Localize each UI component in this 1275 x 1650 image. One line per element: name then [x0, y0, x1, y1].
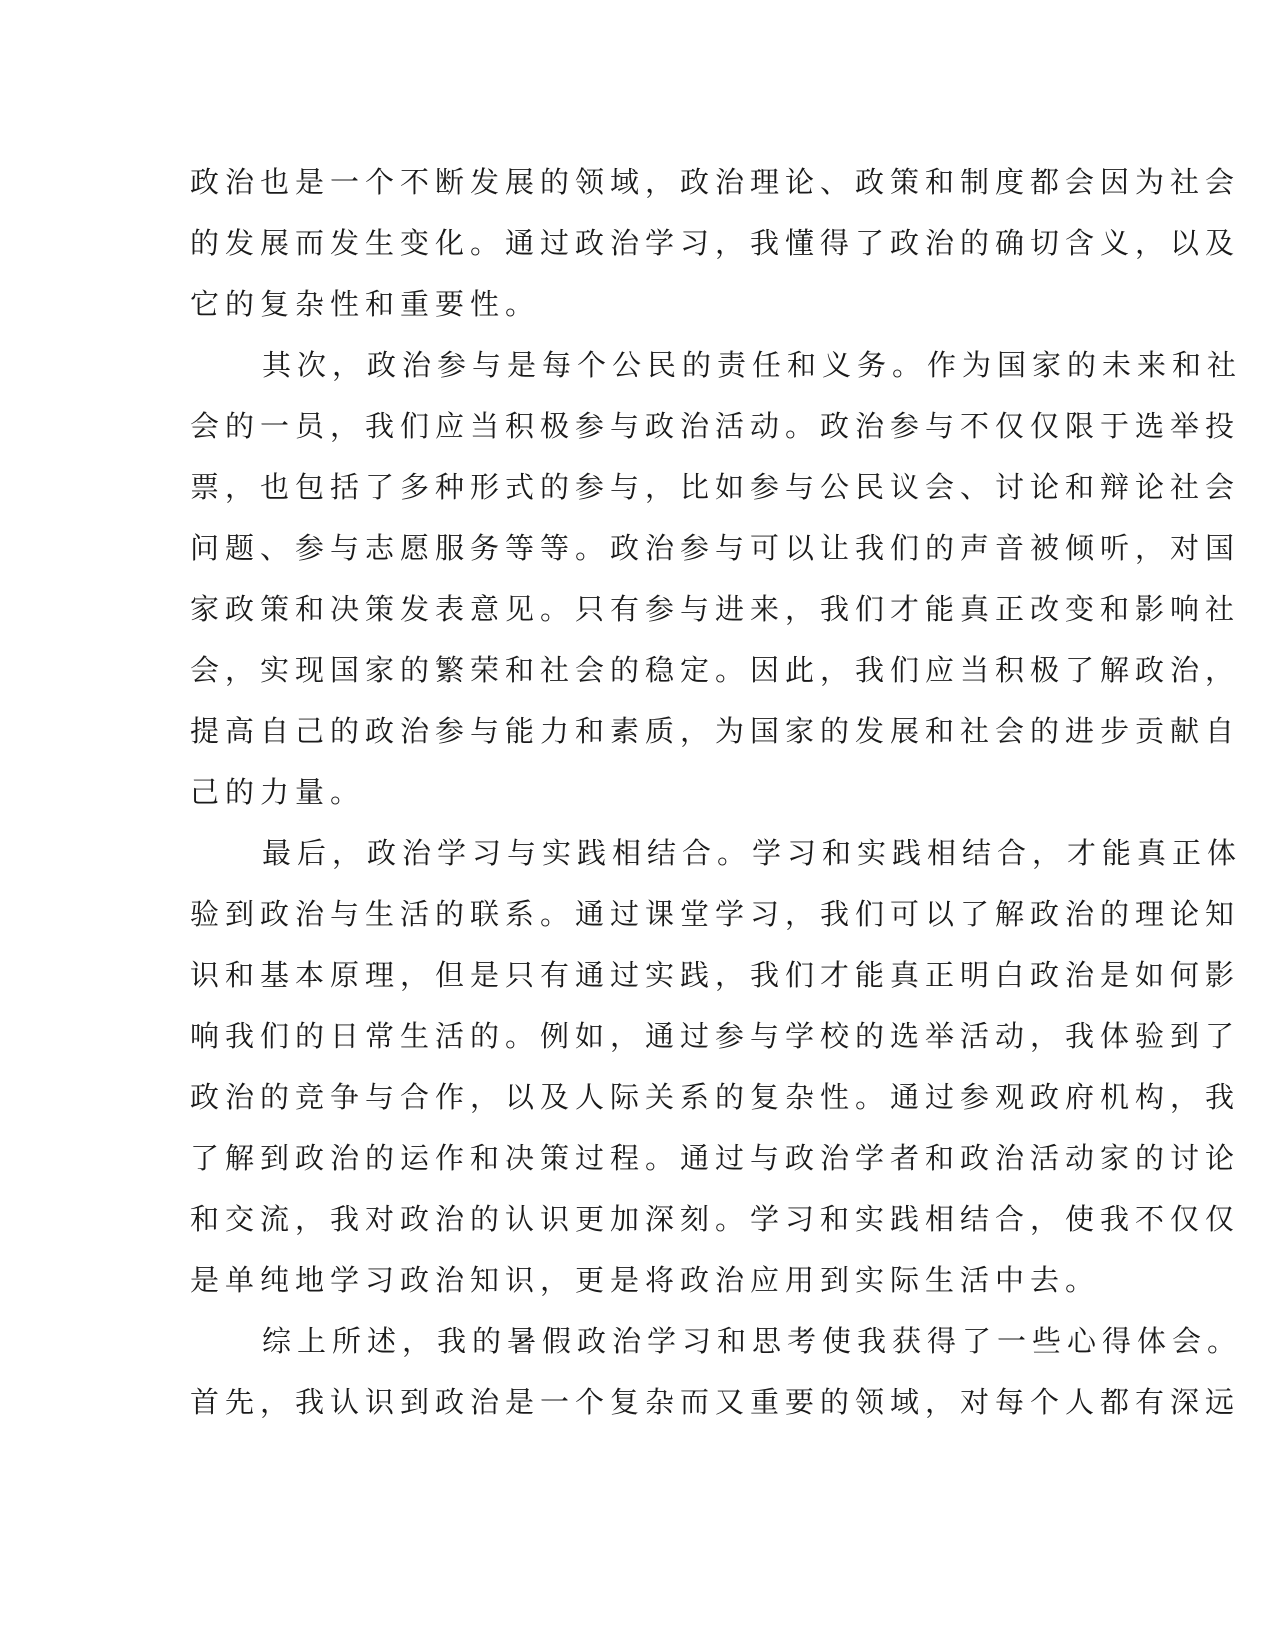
text-line: 政治的竞争与合作，以及人际关系的复杂性。通过参观政府机构，我	[190, 1080, 1241, 1114]
text-line: 首先，我认识到政治是一个复杂而又重要的领域，对每个人都有深远	[190, 1385, 1241, 1419]
text-line: 政治也是一个不断发展的领域，政治理论、政策和制度都会因为社会	[190, 165, 1241, 199]
text-line: 问题、参与志愿服务等等。政治参与可以让我们的声音被倾听，对国	[190, 531, 1241, 565]
text-line: 己的力量。	[190, 775, 366, 809]
text-line: 它的复杂性和重要性。	[190, 287, 541, 321]
text-line: 会，实现国家的繁荣和社会的稳定。因此，我们应当积极了解政治，	[190, 653, 1241, 687]
body-text	[190, 162, 1243, 1443]
text-line: 票，也包括了多种形式的参与，比如参与公民议会、讨论和辩论社会	[190, 470, 1241, 504]
text-line: 了解到政治的运作和决策过程。通过与政治学者和政治活动家的讨论	[190, 1141, 1241, 1175]
paragraph-first-line: 综上所述，我的暑假政治学习和思考使我获得了一些心得体会。	[262, 1324, 1243, 1358]
text-line: 识和基本原理，但是只有通过实践，我们才能真正明白政治是如何影	[190, 958, 1241, 992]
paragraph-first-line: 其次，政治参与是每个公民的责任和义务。作为国家的未来和社	[262, 348, 1243, 382]
text-line: 的发展而发生变化。通过政治学习，我懂得了政治的确切含义，以及	[190, 226, 1241, 260]
paragraph-first-line: 最后，政治学习与实践相结合。学习和实践相结合，才能真正体	[262, 836, 1243, 870]
text-line: 和交流，我对政治的认识更加深刻。学习和实践相结合，使我不仅仅	[190, 1202, 1241, 1236]
text-line: 响我们的日常生活的。例如，通过参与学校的选举活动，我体验到了	[190, 1019, 1241, 1053]
text-line: 家政策和决策发表意见。只有参与进来，我们才能真正改变和影响社	[190, 592, 1241, 626]
text-line: 是单纯地学习政治知识，更是将政治应用到实际生活中去。	[190, 1263, 1101, 1297]
text-line: 会的一员，我们应当积极参与政治活动。政治参与不仅仅限于选举投	[190, 409, 1241, 443]
text-line: 提高自己的政治参与能力和素质，为国家的发展和社会的进步贡献自	[190, 714, 1241, 748]
text-line: 验到政治与生活的联系。通过课堂学习，我们可以了解政治的理论知	[190, 897, 1241, 931]
